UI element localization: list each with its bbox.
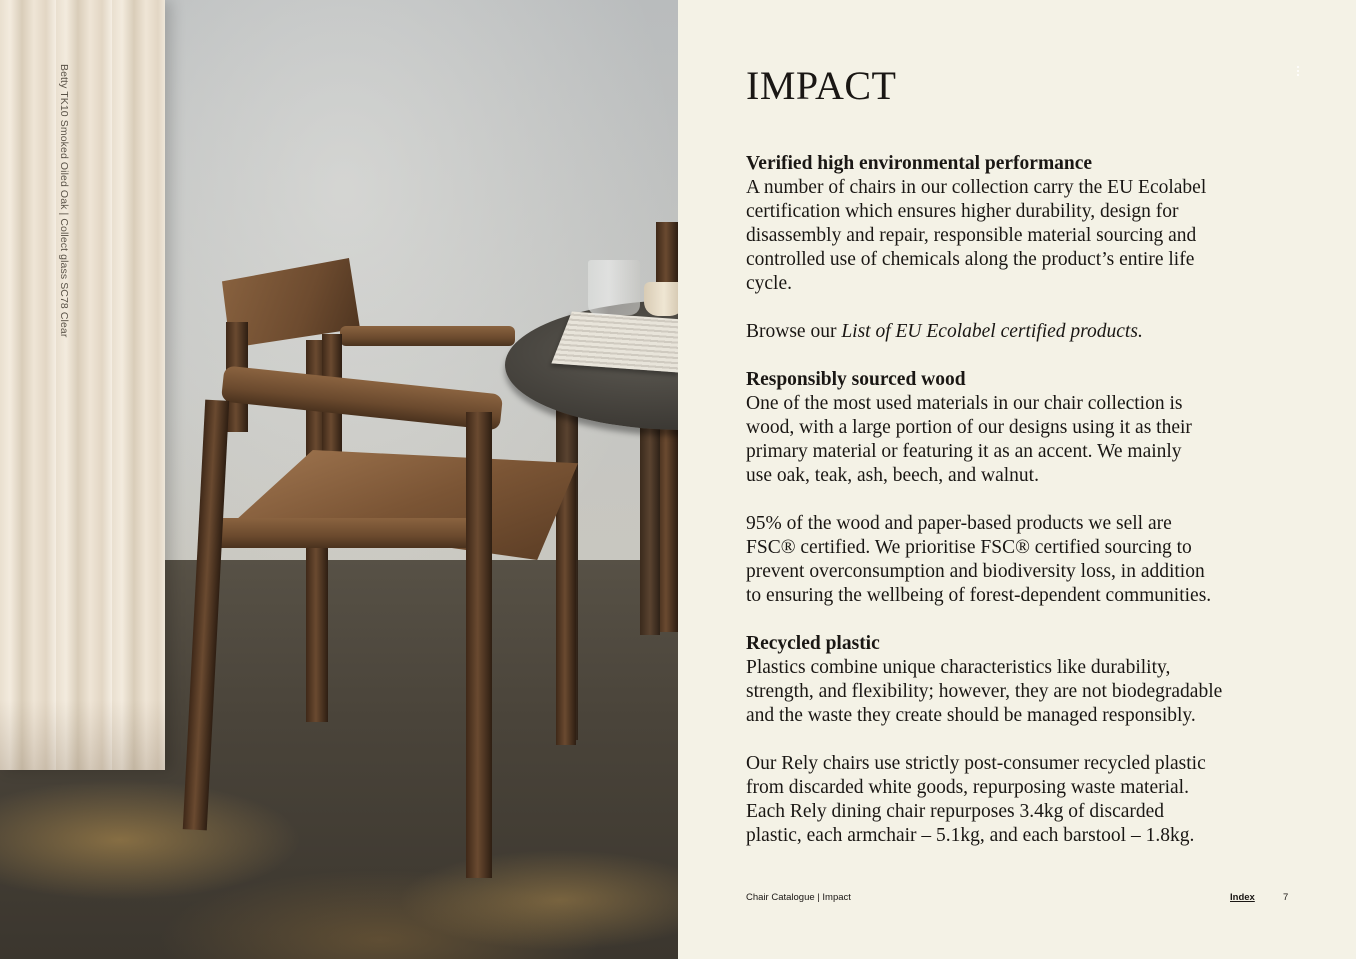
section-heading: Recycled plastic (746, 633, 880, 654)
chair-arm-rear (340, 326, 515, 346)
section-body: Plastics combine unique characteristics like durability, strength, and flexibility; however, they are not biodegradable and the waste they create should be managed responsibly. (746, 657, 1223, 726)
text-page (678, 0, 1356, 959)
page-content (746, 152, 1226, 848)
section-body: 95% of the wood and paper-based products we sell are FSC® certified. We prioritise FSC® certified sourcing to prevent overconsumption and biodiversity loss, in addition to ensuring the wellbeing of forest-dependent communities. (746, 513, 1212, 606)
curtain-hem (0, 700, 165, 770)
newspaper (551, 312, 678, 373)
ecolabel-list-link[interactable]: List of EU Ecolabel certified products. (841, 321, 1143, 342)
ceramic-bowl (644, 282, 678, 316)
photo-caption: Betty TK10 Smoked Oiled Oak | Collect glass SC78 Clear (58, 64, 70, 338)
section-body: Our Rely chairs use strictly post-consumer recycled plastic from discarded white goods, repurposing waste material. Each Rely dining chair repurposes 3.4kg of discarded plastic, each armchair – 5.1kg, and each barstool – 1.8kg. (746, 753, 1206, 846)
browse-prefix: Browse our (746, 321, 842, 342)
index-link[interactable]: Index (1230, 892, 1255, 903)
page-number: 7 (1283, 892, 1289, 903)
section-heading: Responsibly sourced wood (746, 369, 966, 390)
chair-front-leg-right (466, 412, 492, 878)
section-body: A number of chairs in our collection carry the EU Ecolabel certification which ensures higher durability, design for disassembly and repair, responsible material sourcing and controlled use of chemicals along the product’s entire life cycle. (746, 177, 1207, 294)
browse-line (746, 320, 1226, 344)
section-body: One of the most used materials in our chair collection is wood, with a large portion of our designs using it as their primary material or featuring it as an accent. We mainly use oak, teak, ash, beech, and walnut. (746, 393, 1192, 486)
section-heading: Verified high environmental performance (746, 153, 1093, 174)
drinking-glass (588, 260, 640, 315)
chair-rear-leg-right (556, 470, 576, 745)
page-title: IMPACT (746, 63, 897, 108)
page-dots-icon (1297, 66, 1301, 78)
footer-catalogue-label: Chair Catalogue | Impact (746, 892, 851, 903)
table-leg (640, 420, 660, 635)
chair-apron (212, 518, 472, 548)
curtain (0, 0, 165, 770)
